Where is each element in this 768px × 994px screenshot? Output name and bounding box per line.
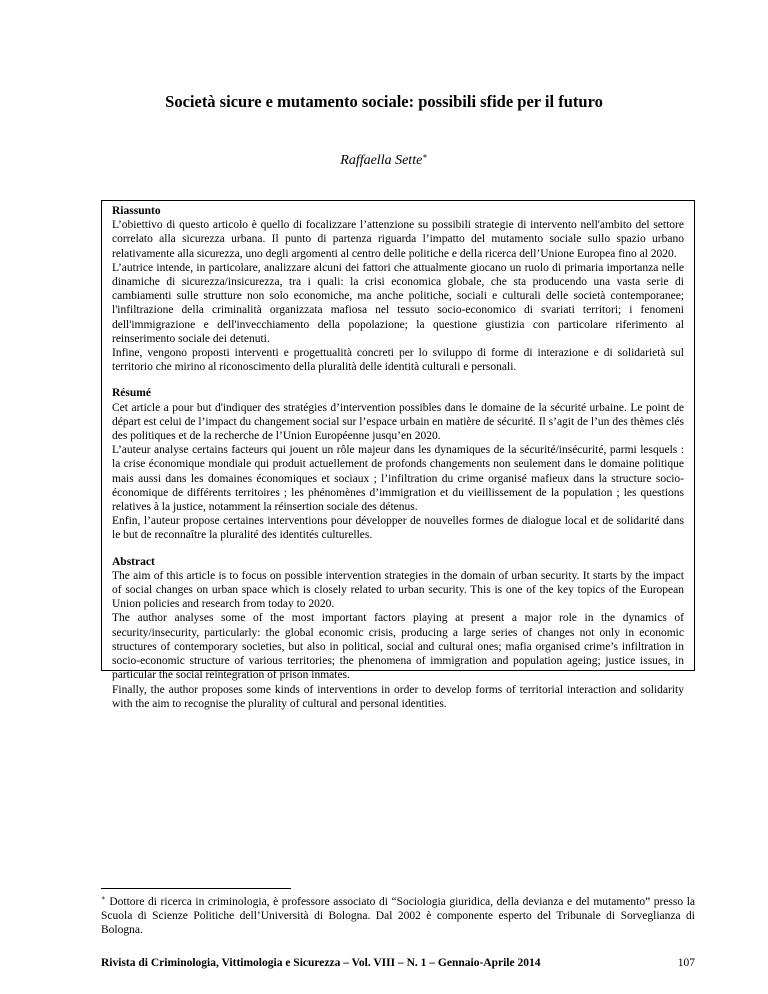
resume-paragraph: L’auteur analyse certains facteurs qui jouent un rôle majeur dans les dynamiques de la sécurité/insécurité, parmi lesquels : la crise économique mondiale qui produit actuellement de profonds changements non seulement dans le domaine politique mais aussi dans les domaines économiques et sociaux ; l’infiltration du crime organisé mafieux dans la structure socio-économique de différents territoires ; les phénomènes d’immigration et du vieillissement de la population ; les questions relatives à la justice, notamment la réinsertion sociale des détenus. [112,444,684,514]
journal-citation: Rivista di Criminologia, Vittimologia e Sicurezza – Vol. VIII – N. 1 – Gennaio-Aprile 2014 [101,957,541,969]
footnote-text: Dottore di ricerca in criminologia, è professore associato di “Sociologia giuridica, della devianza e del mutamento” presso la Scuola di Scienze Politiche dell’Università di Bologna. Dal 2002 è componente esperto del Tribunale di Sorveglianza di Bologna. [101,896,695,937]
abstract-box [101,200,695,710]
footnote-divider [101,888,291,889]
author-footnote-marker[interactable]: ∗ [422,151,428,161]
author-footnote [101,895,695,938]
riassunto-section [112,204,684,374]
abstract-section [112,555,684,711]
author-name: Raffaella Sette [340,153,423,168]
abstract-heading: Abstract [112,555,155,568]
abstract-paragraph: The author analyses some of the most important factors playing at present a major role in the dynamics of security/insecurity, particularly: the global economic crisis, producing a large series of changes not only in economic structures of contemporary societies, but also in political, social and cultural ones; mafia organised crime’s infiltration in socio-economic structure of various territories; the phenomena of immigration and population ageing; justice issues, in particular the social reintegration of prison inmates. [112,612,684,682]
resume-heading: Résumé [112,387,151,400]
riassunto-paragraph: L’obiettivo di questo articolo è quello di focalizzare l’attenzione su possibili strategie di intervento nell'ambito del settore correlato alla sicurezza urbana. Il punto di partenza riguarda l’impatto del mutamento sociale sullo spazio urbano relativamente alla sicurezza, uno degli argomenti al centro delle politiche e della ricerca dell’Unione Europea fino al 2020. [112,219,684,260]
riassunto-paragraph: L’autrice intende, in particolare, analizzare alcuni dei fattori che attualmente giocano un ruolo di primaria importanza nelle dinamiche di sicurezza/insicurezza, tra i quali: la crisi economica globale, che sta producendo una vasta serie di cambiamenti sulle strutture non solo economiche, ma anche politiche, sociali e culturali delle società contemporanee; l'infiltrazione della criminalità organizzata mafiosa nel tessuto socio-economico di svariati territori; i fenomeni dell'immigrazione e dell'invecchiamento della popolazione; la questione giustizia con particolare riferimento al reinserimento sociale dei detenuti. [112,261,684,345]
resume-section [112,386,684,542]
article-title: Società sicure e mutamento sociale: possibili sfide per il futuro [165,92,603,111]
page-number: 107 [677,957,695,969]
riassunto-paragraph: Infine, vengono proposti interventi e progettualità concreti per lo sviluppo di forme di interazione e di solidarietà sul territorio che mirino al riconoscimento della pluralità delle identità culturali e personali. [112,347,684,374]
footnote-marker: ∗ [101,894,106,903]
riassunto-heading: Riassunto [112,205,161,217]
abstract-paragraph: Finally, the author proposes some kinds of interventions in order to develop forms of territorial interaction and solidarity with the aim to recognise the plurality of cultural and personal identities. [112,683,684,710]
resume-paragraph: Cet article a pour but d'indiquer des stratégies d’intervention possibles dans le domaine de la sécurité urbaine. Le point de départ est celui de l’impact du changement social sur l’espace urbain en matière de sécurité. Il s’agit de l’un des thèmes clés des politiques et de la recherche de l’Union Européenne jusqu’en 2020. [112,401,684,443]
abstract-paragraph: The aim of this article is to focus on possible intervention strategies in the domain of urban security. It starts by the impact of social changes on urban space which is closely related to urban security. This is one of the key topics of the European Union policies and research from today to 2020. [112,569,684,611]
resume-paragraph: Enfin, l’auteur propose certaines interventions pour développer de nouvelles formes de dialogue local et de solidarité dans le but de reconnaître la pluralité des identités culturelles. [112,515,684,542]
author-line [0,153,768,169]
